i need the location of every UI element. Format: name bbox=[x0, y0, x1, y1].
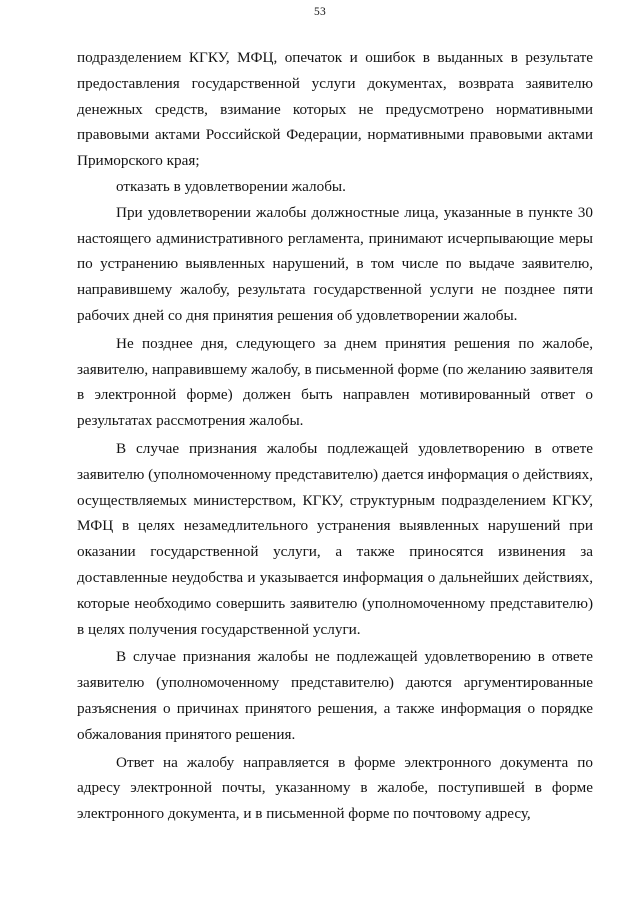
paragraph-response-delivery: Ответ на жалобу направляется в форме электронного документа по адресу электронной почты, указанному в жалобе, поступившей в форме электронного документа, и в письменной форме по почтовому адресу, bbox=[77, 753, 593, 823]
page-number: 53 bbox=[314, 6, 326, 18]
paragraph-reasoned-response: Не позднее дня, следующего за днем принятия решения по жалобе, заявителю, направившему жалобу, в письменной форме (по желанию заявителя в электронной форме) должен быть направлен мотивированный ответ о результатах рассмотрения жалобы. bbox=[77, 334, 593, 430]
paragraph-complaint-rejected: В случае признания жалобы не подлежащей удовлетворению в ответе заявителю (уполномоченному представителю) даются аргументированные разъяснения о причинах принятого решения, а также информация о порядке обжалования принятого решения. bbox=[77, 648, 593, 743]
paragraph-complaint-upheld: В случае признания жалобы подлежащей удовлетворению в ответе заявителю (уполномоченному представителю) дается информация о действиях, осуществляемых министерством, КГКУ, структурным подразделением КГКУ, МФЦ в целях незамедлительного устранения выявленных нарушений при оказании государственной услуги, а также приносятся извинения за доставленные неудобства и указывается информация о дальнейших действиях, которые необходимо совершить заявителю (уполномоченному представителю) в целях получения государственной услуги. bbox=[77, 439, 593, 638]
paragraph-satisfaction-measures: При удовлетворении жалобы должностные лица, указанные в пункте 30 настоящего административного регламента, принимают исчерпывающие меры по устранению выявленных нарушений, в том числе по выдаче заявителю, направившему жалобу, результата государственной услуги не позднее пяти рабочих дней со дня принятия решения об удовлетворении жалобы. bbox=[77, 203, 593, 324]
document-body bbox=[77, 45, 593, 827]
paragraph-continuation: подразделением КГКУ, МФЦ, опечаток и ошибок в выданных в результате предоставления государственной услуги документах, возврата заявителю денежных средств, взимание которых не предусмотрено нормативными правовыми актами Российской Федерации, нормативными правовыми актами Приморского края; bbox=[77, 49, 593, 170]
paragraph-refuse-complaint: отказать в удовлетворении жалобы. bbox=[116, 177, 346, 195]
